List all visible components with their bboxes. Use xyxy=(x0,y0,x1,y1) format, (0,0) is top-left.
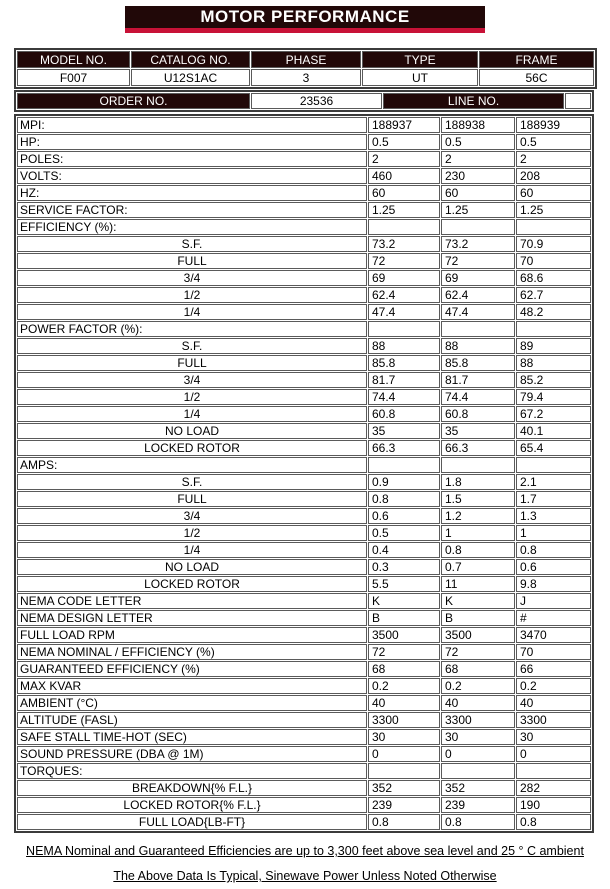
row-value xyxy=(368,321,440,337)
row-value: 0.9 xyxy=(368,474,440,490)
table-row xyxy=(17,355,591,371)
row-value: 11 xyxy=(441,576,515,592)
row-sublabel: 1/4 xyxy=(17,406,367,422)
row-value: 60 xyxy=(441,185,515,201)
row-value: 69 xyxy=(441,270,515,286)
row-label: NEMA CODE LETTER xyxy=(17,593,367,609)
row-value: 68 xyxy=(368,661,440,677)
table-row xyxy=(17,559,591,575)
row-value: 0.8 xyxy=(516,814,591,830)
row-value: K xyxy=(441,593,515,609)
row-value: 3500 xyxy=(368,627,440,643)
table-row xyxy=(17,542,591,558)
row-value: 282 xyxy=(516,780,591,796)
table-row xyxy=(17,338,591,354)
row-value: 30 xyxy=(368,729,440,745)
row-value: 0.6 xyxy=(516,559,591,575)
title-banner xyxy=(125,6,485,33)
row-value: 72 xyxy=(368,644,440,660)
row-value: 0.5 xyxy=(441,134,515,150)
info-header-phase: PHASE xyxy=(251,51,361,68)
row-value: 3500 xyxy=(441,627,515,643)
row-label: MPI: xyxy=(17,117,367,133)
row-label: EFFICIENCY (%): xyxy=(17,219,367,235)
table-row xyxy=(17,712,591,728)
row-label: GUARANTEED EFFICIENCY (%) xyxy=(17,661,367,677)
row-value xyxy=(516,763,591,779)
row-label: NEMA NOMINAL / EFFICIENCY (%) xyxy=(17,644,367,660)
row-value: 40 xyxy=(368,695,440,711)
table-row xyxy=(17,440,591,456)
table-row xyxy=(17,678,591,694)
row-value xyxy=(516,321,591,337)
row-value: # xyxy=(516,610,591,626)
page-title: MOTOR PERFORMANCE xyxy=(200,7,410,26)
table-row xyxy=(17,610,591,626)
row-value: 0.2 xyxy=(368,678,440,694)
row-value: B xyxy=(441,610,515,626)
row-sublabel: 1/2 xyxy=(17,525,367,541)
row-value: 66.3 xyxy=(368,440,440,456)
row-value: 30 xyxy=(516,729,591,745)
row-value: 188939 xyxy=(516,117,591,133)
row-label: VOLTS: xyxy=(17,168,367,184)
row-label: NEMA DESIGN LETTER xyxy=(17,610,367,626)
row-value: 1 xyxy=(516,525,591,541)
row-value: 35 xyxy=(441,423,515,439)
table-row xyxy=(17,236,591,252)
row-value: 72 xyxy=(368,253,440,269)
row-value: J xyxy=(516,593,591,609)
row-value: 0.5 xyxy=(516,134,591,150)
table-row xyxy=(17,134,591,150)
footnote-efficiency: NEMA Nominal and Guaranteed Efficiencies are up to 3,300 feet above sea level and 25 ° C ambient xyxy=(26,844,584,858)
row-value: 230 xyxy=(441,168,515,184)
row-value: 3300 xyxy=(441,712,515,728)
table-row xyxy=(17,117,591,133)
row-value: 62.7 xyxy=(516,287,591,303)
row-value: 188938 xyxy=(441,117,515,133)
row-value: 0.2 xyxy=(441,678,515,694)
table-row xyxy=(17,168,591,184)
phase-value: 3 xyxy=(251,69,361,86)
info-header-row xyxy=(17,51,594,68)
row-value: 81.7 xyxy=(368,372,440,388)
table-row xyxy=(17,219,591,235)
row-value xyxy=(516,457,591,473)
row-value: 85.2 xyxy=(516,372,591,388)
row-value: 73.2 xyxy=(441,236,515,252)
row-value: 0.7 xyxy=(441,559,515,575)
row-value: 65.4 xyxy=(516,440,591,456)
row-value: 72 xyxy=(441,253,515,269)
table-row xyxy=(17,474,591,490)
row-value: 1.25 xyxy=(441,202,515,218)
row-sublabel: LOCKED ROTOR xyxy=(17,440,367,456)
row-value: 460 xyxy=(368,168,440,184)
row-value: 60.8 xyxy=(368,406,440,422)
frame-value: 56C xyxy=(479,69,594,86)
row-value: 81.7 xyxy=(441,372,515,388)
row-sublabel: 3/4 xyxy=(17,270,367,286)
row-label: SOUND PRESSURE (DBA @ 1M) xyxy=(17,746,367,762)
row-label: MAX KVAR xyxy=(17,678,367,694)
table-row xyxy=(17,253,591,269)
row-value xyxy=(368,219,440,235)
table-row xyxy=(17,593,591,609)
row-sublabel: BREAKDOWN{% F.L.} xyxy=(17,780,367,796)
row-value: 30 xyxy=(441,729,515,745)
row-sublabel: FULL xyxy=(17,253,367,269)
row-value: 0 xyxy=(516,746,591,762)
row-value: 60 xyxy=(368,185,440,201)
row-value: 70 xyxy=(516,644,591,660)
table-row xyxy=(17,797,591,813)
row-value: 47.4 xyxy=(441,304,515,320)
row-label: AMPS: xyxy=(17,457,367,473)
row-value: 0.5 xyxy=(368,525,440,541)
row-value: 47.4 xyxy=(368,304,440,320)
row-value: 188937 xyxy=(368,117,440,133)
row-sublabel: S.F. xyxy=(17,474,367,490)
row-value: 208 xyxy=(516,168,591,184)
row-value: 0 xyxy=(441,746,515,762)
row-value: 3300 xyxy=(368,712,440,728)
row-value: 0.3 xyxy=(368,559,440,575)
row-value: 239 xyxy=(368,797,440,813)
row-value: 5.5 xyxy=(368,576,440,592)
row-value: 66 xyxy=(516,661,591,677)
row-value: 1.8 xyxy=(441,474,515,490)
table-row xyxy=(17,576,591,592)
row-value: 2 xyxy=(516,151,591,167)
row-value: 3470 xyxy=(516,627,591,643)
row-value xyxy=(516,219,591,235)
row-label: HZ: xyxy=(17,185,367,201)
row-value: 352 xyxy=(441,780,515,796)
row-label: POWER FACTOR (%): xyxy=(17,321,367,337)
table-row xyxy=(17,508,591,524)
row-value: 85.8 xyxy=(441,355,515,371)
row-sublabel: S.F. xyxy=(17,338,367,354)
row-label: AMBIENT (°C) xyxy=(17,695,367,711)
info-header-catalog: CATALOG NO. xyxy=(131,51,250,68)
row-value: 72 xyxy=(441,644,515,660)
order-no-value: 23536 xyxy=(251,93,382,109)
row-value: 1.7 xyxy=(516,491,591,507)
row-sublabel: 3/4 xyxy=(17,508,367,524)
table-row xyxy=(17,304,591,320)
row-label: TORQUES: xyxy=(17,763,367,779)
row-value: 88 xyxy=(516,355,591,371)
footnote-typical-data: The Above Data Is Typical, Sinewave Power Unless Noted Otherwise xyxy=(113,869,497,883)
row-sublabel: FULL xyxy=(17,355,367,371)
row-value: 68 xyxy=(441,661,515,677)
row-value: 1 xyxy=(441,525,515,541)
row-value: 0.4 xyxy=(368,542,440,558)
table-row xyxy=(17,423,591,439)
row-sublabel: 1/2 xyxy=(17,389,367,405)
performance-table-body xyxy=(17,117,591,830)
row-sublabel: FULL xyxy=(17,491,367,507)
row-value: 68.6 xyxy=(516,270,591,286)
catalog-no-value: U12S1AC xyxy=(131,69,250,86)
row-sublabel: NO LOAD xyxy=(17,423,367,439)
row-value: K xyxy=(368,593,440,609)
row-value: 1.25 xyxy=(368,202,440,218)
row-sublabel: 1/2 xyxy=(17,287,367,303)
table-row xyxy=(17,491,591,507)
order-line-row xyxy=(17,93,591,109)
row-value: 60 xyxy=(516,185,591,201)
table-row xyxy=(17,814,591,830)
info-header-frame: FRAME xyxy=(479,51,594,68)
row-value: 35 xyxy=(368,423,440,439)
row-value: 74.4 xyxy=(368,389,440,405)
row-value xyxy=(368,763,440,779)
row-sublabel: 3/4 xyxy=(17,372,367,388)
row-value: 70.9 xyxy=(516,236,591,252)
row-value: 352 xyxy=(368,780,440,796)
table-row xyxy=(17,661,591,677)
table-row xyxy=(17,746,591,762)
row-value xyxy=(441,219,515,235)
table-row xyxy=(17,457,591,473)
row-value: 88 xyxy=(441,338,515,354)
row-label: HP: xyxy=(17,134,367,150)
row-label: ALTITUDE (FASL) xyxy=(17,712,367,728)
row-label: POLES: xyxy=(17,151,367,167)
table-row xyxy=(17,321,591,337)
table-row xyxy=(17,151,591,167)
row-label: SERVICE FACTOR: xyxy=(17,202,367,218)
row-sublabel: S.F. xyxy=(17,236,367,252)
row-value: 3300 xyxy=(516,712,591,728)
row-value xyxy=(368,457,440,473)
row-value: 0.8 xyxy=(368,814,440,830)
row-value: 0.6 xyxy=(368,508,440,524)
row-value: 2.1 xyxy=(516,474,591,490)
row-value: 190 xyxy=(516,797,591,813)
row-label: SAFE STALL TIME-HOT (SEC) xyxy=(17,729,367,745)
info-header-model: MODEL NO. xyxy=(17,51,130,68)
row-value: 73.2 xyxy=(368,236,440,252)
table-row xyxy=(17,287,591,303)
row-value: 239 xyxy=(441,797,515,813)
row-value: 0.5 xyxy=(368,134,440,150)
row-value: 62.4 xyxy=(441,287,515,303)
row-value: 48.2 xyxy=(516,304,591,320)
row-value: 40.1 xyxy=(516,423,591,439)
row-value: 69 xyxy=(368,270,440,286)
line-no-value xyxy=(565,93,591,109)
row-value: 88 xyxy=(368,338,440,354)
row-value: 0.8 xyxy=(516,542,591,558)
row-value: 60.8 xyxy=(441,406,515,422)
row-value xyxy=(441,321,515,337)
row-value: 70 xyxy=(516,253,591,269)
row-value: 9.8 xyxy=(516,576,591,592)
row-value: 2 xyxy=(368,151,440,167)
row-value: 0.8 xyxy=(441,542,515,558)
model-no-value: F007 xyxy=(17,69,130,86)
row-value: 85.8 xyxy=(368,355,440,371)
table-row xyxy=(17,372,591,388)
row-sublabel: FULL LOAD{LB-FT} xyxy=(17,814,367,830)
table-row xyxy=(17,729,591,745)
row-value xyxy=(441,457,515,473)
row-value: 62.4 xyxy=(368,287,440,303)
table-row xyxy=(17,644,591,660)
row-value: 79.4 xyxy=(516,389,591,405)
row-value: 66.3 xyxy=(441,440,515,456)
info-value-row xyxy=(17,69,594,86)
order-line-table xyxy=(14,90,594,112)
row-value xyxy=(441,763,515,779)
table-row xyxy=(17,202,591,218)
row-label: FULL LOAD RPM xyxy=(17,627,367,643)
row-value: 0.8 xyxy=(441,814,515,830)
table-row xyxy=(17,406,591,422)
order-no-label: ORDER NO. xyxy=(17,93,250,109)
info-header-type: TYPE xyxy=(362,51,478,68)
table-row xyxy=(17,270,591,286)
row-value: 0.2 xyxy=(516,678,591,694)
row-value: 1.2 xyxy=(441,508,515,524)
row-sublabel: LOCKED ROTOR{% F.L.} xyxy=(17,797,367,813)
row-value: 1.25 xyxy=(516,202,591,218)
line-no-label: LINE NO. xyxy=(383,93,564,109)
row-value: 0 xyxy=(368,746,440,762)
row-sublabel: 1/4 xyxy=(17,542,367,558)
row-value: 89 xyxy=(516,338,591,354)
row-value: 1.5 xyxy=(441,491,515,507)
table-row xyxy=(17,389,591,405)
row-value: 74.4 xyxy=(441,389,515,405)
table-row xyxy=(17,780,591,796)
row-sublabel: NO LOAD xyxy=(17,559,367,575)
table-row xyxy=(17,525,591,541)
row-value: B xyxy=(368,610,440,626)
row-value: 2 xyxy=(441,151,515,167)
row-value: 40 xyxy=(516,695,591,711)
row-sublabel: LOCKED ROTOR xyxy=(17,576,367,592)
table-row xyxy=(17,763,591,779)
table-row xyxy=(17,627,591,643)
row-value: 0.8 xyxy=(368,491,440,507)
performance-table xyxy=(14,114,594,833)
row-value: 67.2 xyxy=(516,406,591,422)
table-row xyxy=(17,695,591,711)
row-sublabel: 1/4 xyxy=(17,304,367,320)
table-row xyxy=(17,185,591,201)
info-table xyxy=(14,48,597,89)
type-value: UT xyxy=(362,69,478,86)
row-value: 1.3 xyxy=(516,508,591,524)
row-value: 40 xyxy=(441,695,515,711)
